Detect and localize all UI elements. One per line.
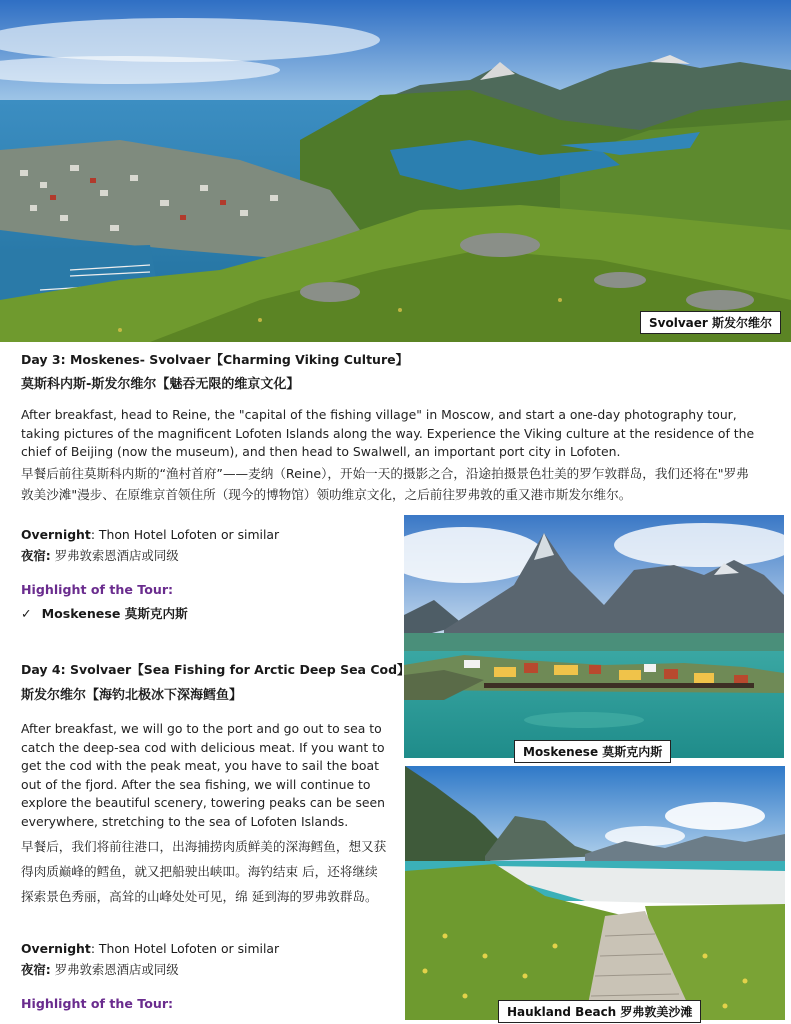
moskenese-caption: Moskenese 莫斯克内斯 — [514, 740, 671, 763]
day3-title-cn: 莫斯科内斯-斯发尔维尔【魅吞无限的维京文化】 — [21, 377, 300, 392]
day4-title-cn: 斯发尔维尔【海钓北极冰下深海鳕鱼】 — [21, 688, 243, 703]
day4-paragraph-en: After breakfast, we will go to the port and go out to sea to catch the deep-sea cod with delicious meat. If you want to get the cod with the peak meat, you have to sail the boat out of the fjord. After the sea fishing, we will continue to explore the beautiful scenery, towering peaks can be seen everywhere, stretching to the sea of Lofoten Islands. — [21, 721, 386, 829]
moskenese-photo — [404, 515, 784, 758]
day4-paragraph-cn: 早餐后，我们将前往港口，出海捕捞肉质鲜美的深海鳕鱼，想又获得肉质巅峰的鳕鱼，就又把船驶出峡吅。海钓结束 后，还将继续探索景色秀丽，高耸的山峰处处可见，绵 延到海的罗弗敦群岛。 — [21, 839, 387, 904]
check-icon: ✓ — [21, 606, 32, 621]
day4-overnight-cn — [21, 961, 179, 979]
svolvaer-photo — [0, 0, 791, 342]
overnight-cn-label: 夜宿: — [21, 548, 51, 563]
day3-highlight-label: Highlight of the Tour: — [21, 582, 174, 597]
day3-overnight — [21, 526, 279, 544]
svolvaer-caption: Svolvaer 斯发尔维尔 — [640, 311, 781, 334]
haukland-photo — [405, 766, 785, 1020]
day4-title: Day 4: Svolvaer【Sea Fishing for Arctic Deep Sea Cod】 — [21, 662, 410, 677]
overnight-cn-value: 罗弗敦索恩酒店或同级 — [50, 548, 179, 563]
day3-paragraph-cn: 早餐后前往莫斯科内斯的“渔村首府”——麦纳（Reine），开始一天的摄影之合，沿途拍摄景色壮美的罗乍敦群岛，我们还将在"罗弗敦美沙滩"漫步、在原维京首领住所（现今的博物馆）领叻维京文化，之后前往罗弗敦的重又港市斯发尔维尔。 — [21, 466, 749, 502]
day3-paragraph-en: After breakfast, head to Reine, the "capital of the fishing village" in Moscow, and start a one-day photography tour, taking pictures of the magnificent Lofoten Islands along the way. Experience the Viking culture at the residence of the chief of Beijing (now the museum), and then head to Swalwell, an important port city in Lofoten. — [21, 407, 755, 460]
overnight-label: Overnight — [21, 941, 91, 956]
day3-highlight-item — [21, 603, 188, 622]
day3-overnight-cn — [21, 547, 179, 565]
day3-title: Day 3: Moskenes- Svolvaer【Charming Viking Culture】 — [21, 352, 409, 367]
overnight-label: Overnight — [21, 527, 91, 542]
haukland-caption: Haukland Beach 罗弗敦美沙滩 — [498, 1000, 701, 1023]
overnight-cn-label: 夜宿: — [21, 962, 51, 977]
overnight-value: : Thon Hotel Lofoten or similar — [90, 527, 280, 542]
highlight-item-text: Moskenese 莫斯克内斯 — [41, 606, 188, 621]
day4-overnight — [21, 940, 279, 958]
overnight-cn-value: 罗弗敦索恩酒店或同级 — [50, 962, 179, 977]
overnight-value: : Thon Hotel Lofoten or similar — [90, 941, 280, 956]
day4-highlight-label: Highlight of the Tour: — [21, 996, 174, 1011]
